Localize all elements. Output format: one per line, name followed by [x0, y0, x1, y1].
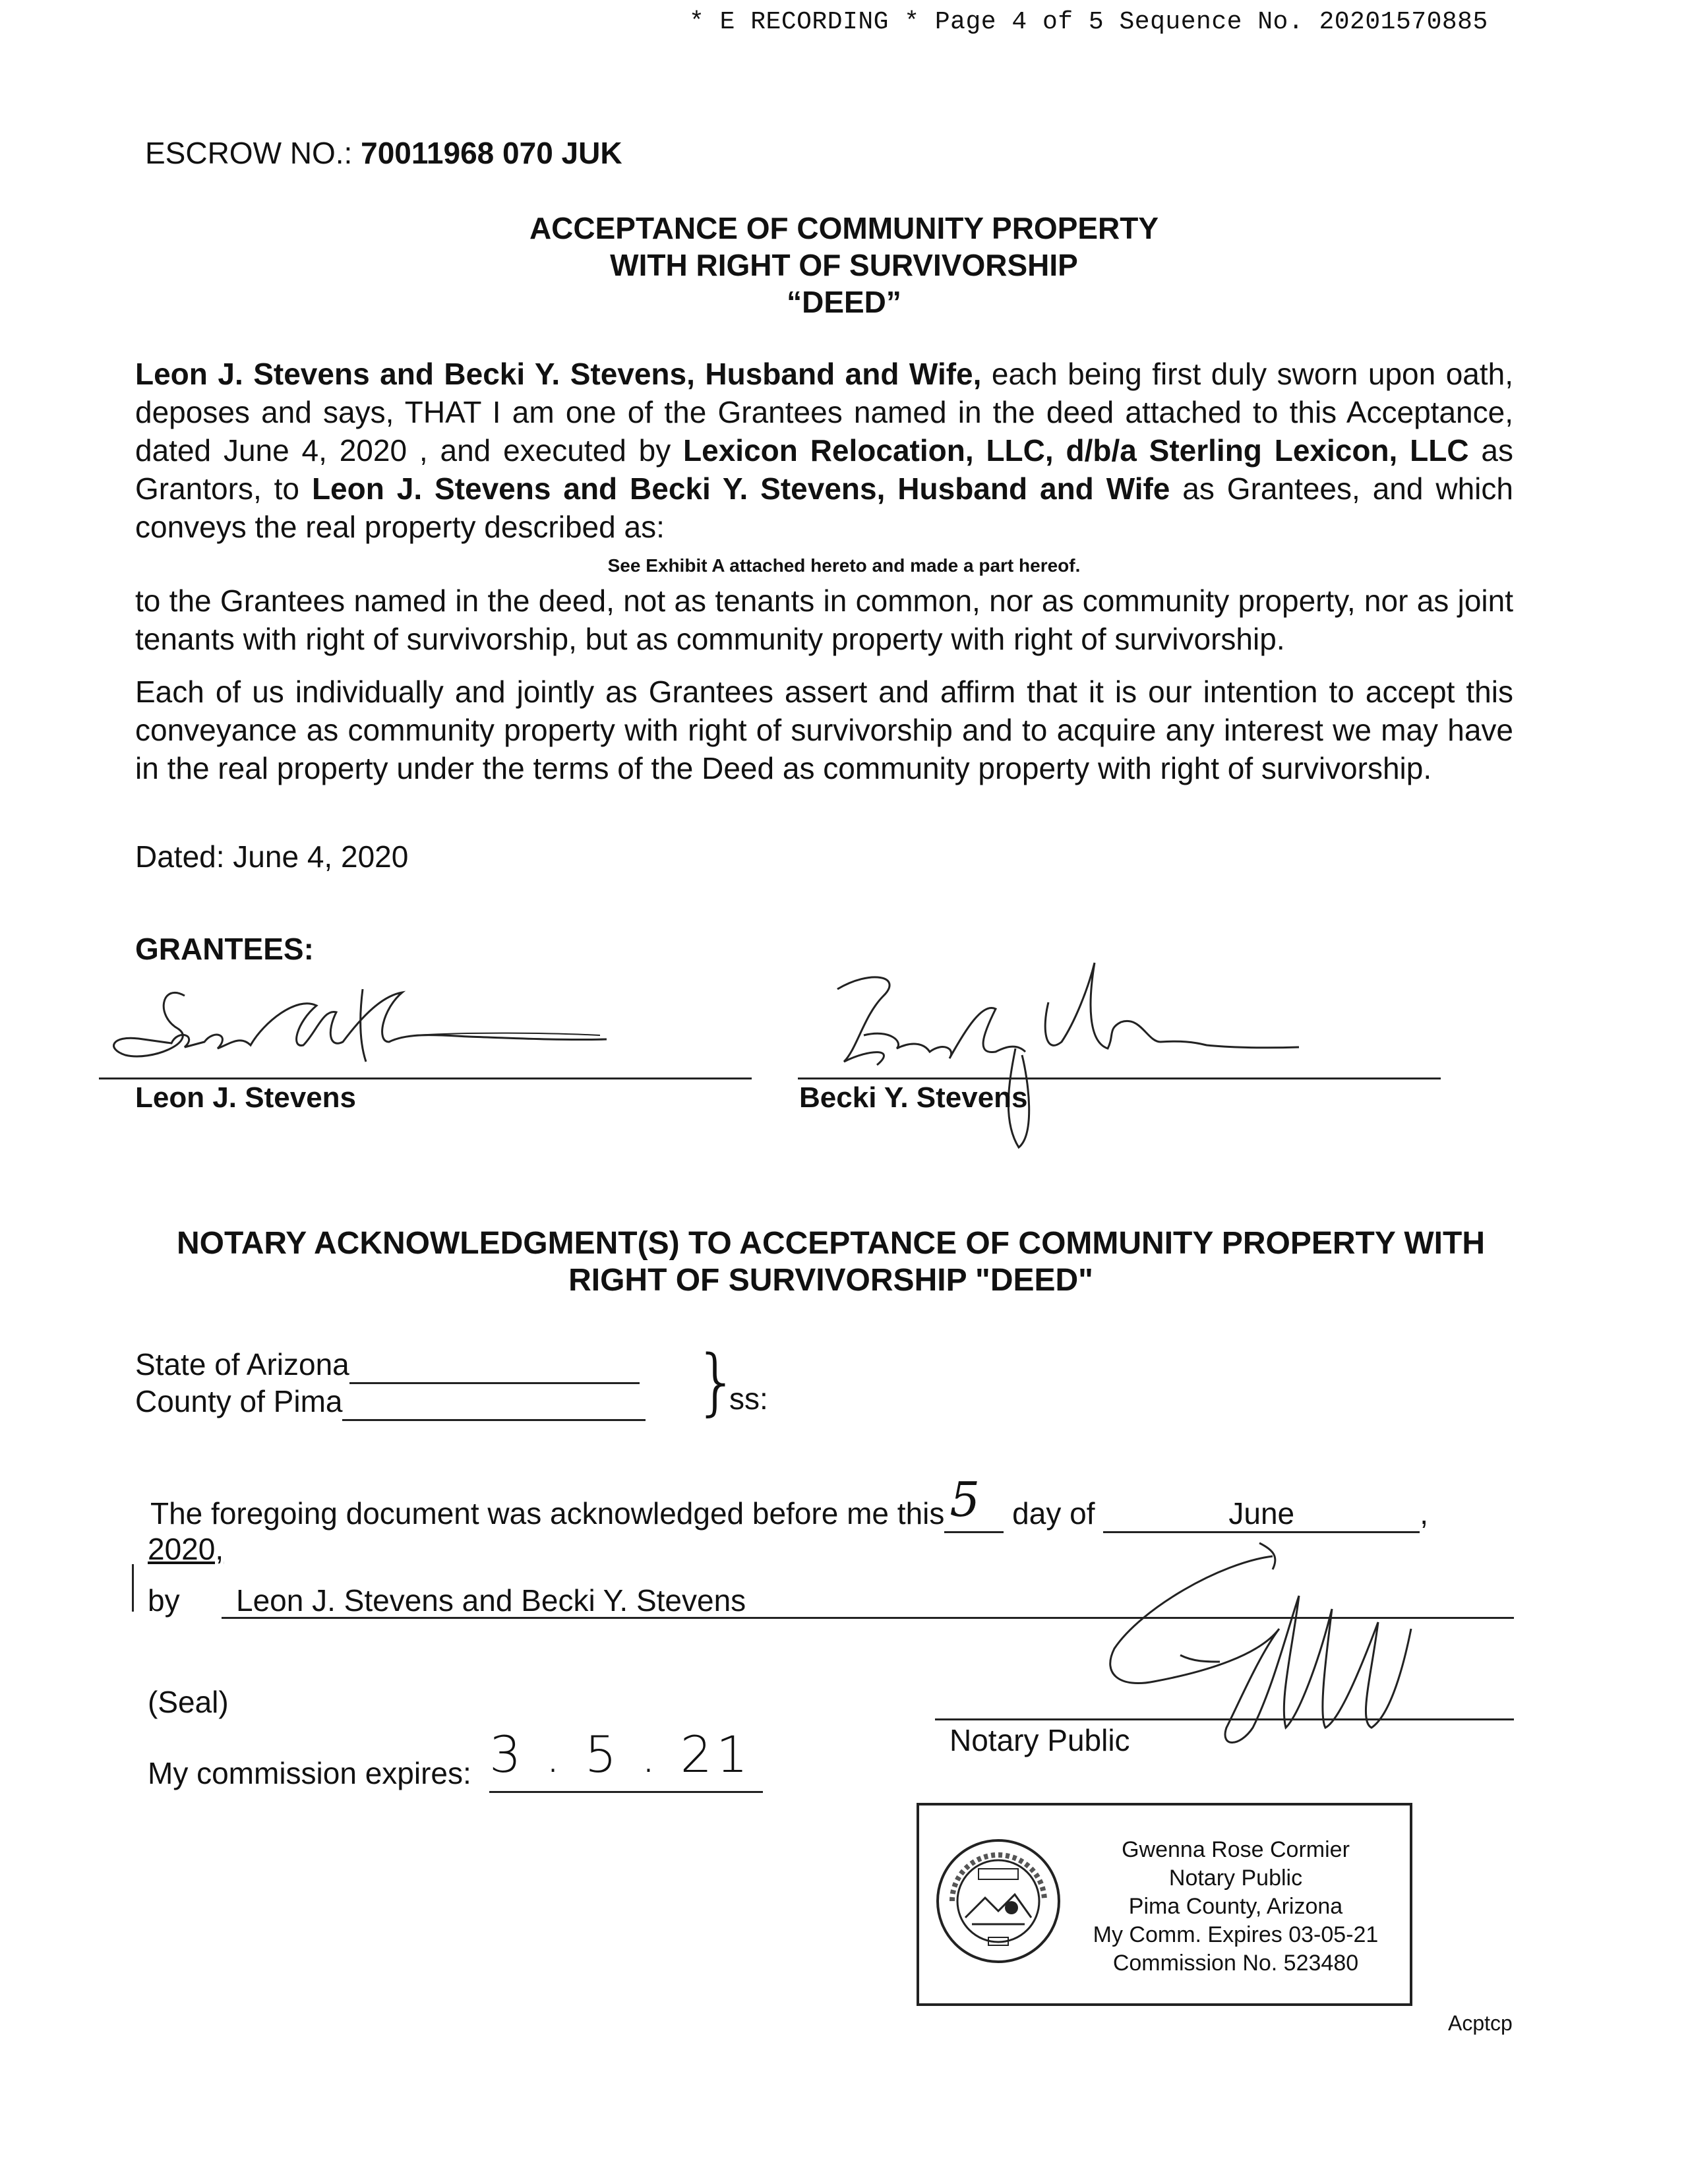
becki-signature-line	[798, 1077, 1441, 1079]
grantees-names-2: Leon J. Stevens and Becki Y. Stevens, Husband and Wife	[311, 471, 1170, 506]
escrow-label: ESCROW NO.:	[145, 136, 353, 170]
notary-public-label: Notary Public	[950, 1723, 1130, 1757]
stamp-county: Pima County, Arizona	[1128, 1894, 1343, 1919]
escrow-value: 70011968 070 JUK	[361, 136, 622, 170]
becki-signature	[798, 950, 1325, 1161]
escrow-number	[145, 135, 622, 171]
grantees-names: Leon J. Stevens and Becki Y. Stevens, Husband and Wife,	[135, 357, 982, 391]
state-blank	[349, 1347, 640, 1384]
month-comma: ,	[1420, 1496, 1429, 1531]
footer-code: Acptcp	[1448, 2011, 1513, 2035]
day-handwritten: 5	[950, 1472, 980, 1527]
arizona-seal-icon	[932, 1832, 1064, 1970]
becki-name: Becki Y. Stevens	[799, 1081, 1028, 1114]
affidavit-paragraph	[135, 355, 1513, 546]
stamp-commission: Commission No. 523480	[1112, 1951, 1359, 1976]
month-field: June	[1103, 1496, 1420, 1533]
stamp-expires: My Comm. Expires 03-05-21	[1093, 1922, 1379, 1947]
notary-stamp	[917, 1803, 1412, 2006]
commission-date-handwritten: 3 . 5 . 21	[489, 1725, 752, 1784]
ss-label: ss:	[729, 1381, 768, 1416]
notary-title-line-2: RIGHT OF SURVIVORSHIP "DEED"	[568, 1263, 1093, 1298]
notary-title	[132, 1225, 1530, 1299]
county-blank	[342, 1383, 646, 1421]
day-blank	[944, 1472, 1004, 1533]
dated-line: Dated: June 4, 2020	[135, 839, 409, 874]
brace-icon: }	[694, 1339, 740, 1424]
day-of-label: day of	[1012, 1496, 1095, 1531]
leon-name: Leon J. Stevens	[135, 1081, 357, 1114]
acknowledgment-line	[150, 1472, 1429, 1533]
notary-title-line-1: NOTARY ACKNOWLEDGMENT(S) TO ACCEPTANCE OF COMMUNITY PROPERTY WITH	[177, 1226, 1485, 1261]
ack-text: The foregoing document was acknowledged before me this	[150, 1496, 945, 1531]
doc-title-line-2: WITH RIGHT OF SURVIVORSHIP	[610, 248, 1078, 282]
grantees-heading: GRANTEES:	[135, 932, 314, 966]
margin-mark	[132, 1564, 134, 1612]
grantors-names: Lexicon Relocation, LLC, d/b/a Sterling Lexicon, LLC	[683, 433, 1469, 468]
state-label: State of Arizona	[135, 1347, 349, 1381]
county-line	[135, 1383, 646, 1421]
notary-signature-line	[935, 1718, 1514, 1720]
county-label: County of Pima	[135, 1384, 343, 1418]
recording-header: * E RECORDING * Page 4 of 5 Sequence No. 20201570885	[689, 8, 1488, 36]
seal-label: (Seal)	[148, 1685, 229, 1719]
conveyance-paragraph: to the Grantees named in the deed, not as tenants in common, nor as community property, nor as joint tenants with right of survivorship, but as community property with right of survivorship.	[135, 584, 1513, 656]
affidavit-text-1: each being first duly sworn upon oath, deposes and says, THAT I am one of the Grantees named in the deed attached to this Acceptance, dated June 4, 2020 , and executed by	[135, 357, 1513, 468]
leon-signature	[99, 969, 626, 1088]
intention-paragraph: Each of us individually and jointly as Grantees assert and affirm that it is our intention to accept this conveyance as community property with right of survivorship and to acquire any interest we may have in the real property under the terms of the Deed as community property with right of survivorship.	[135, 675, 1513, 785]
stamp-title: Notary Public	[1168, 1866, 1303, 1891]
commission-line	[489, 1791, 763, 1793]
stamp-name: Gwenna Rose Cormier	[1122, 1837, 1350, 1862]
by-label: by	[148, 1583, 180, 1618]
doc-title-line-3: “DEED”	[787, 285, 901, 319]
affidavit-text-3: as Grantees, and which conveys the real property described as:	[135, 471, 1513, 544]
state-line	[135, 1347, 640, 1384]
commission-label: My commission expires:	[148, 1756, 471, 1790]
stamp-text	[1071, 1836, 1401, 1978]
leon-signature-line	[99, 1077, 752, 1079]
exhibit-note: See Exhibit A attached hereto and made a part hereof.	[607, 555, 1081, 576]
by-names: Leon J. Stevens and Becki Y. Stevens	[236, 1583, 746, 1618]
year-value: 2020,	[148, 1532, 224, 1566]
doc-title-line-1: ACCEPTANCE OF COMMUNITY PROPERTY	[529, 211, 1159, 245]
affidavit-text-2: as Grantors, to	[135, 433, 1513, 506]
